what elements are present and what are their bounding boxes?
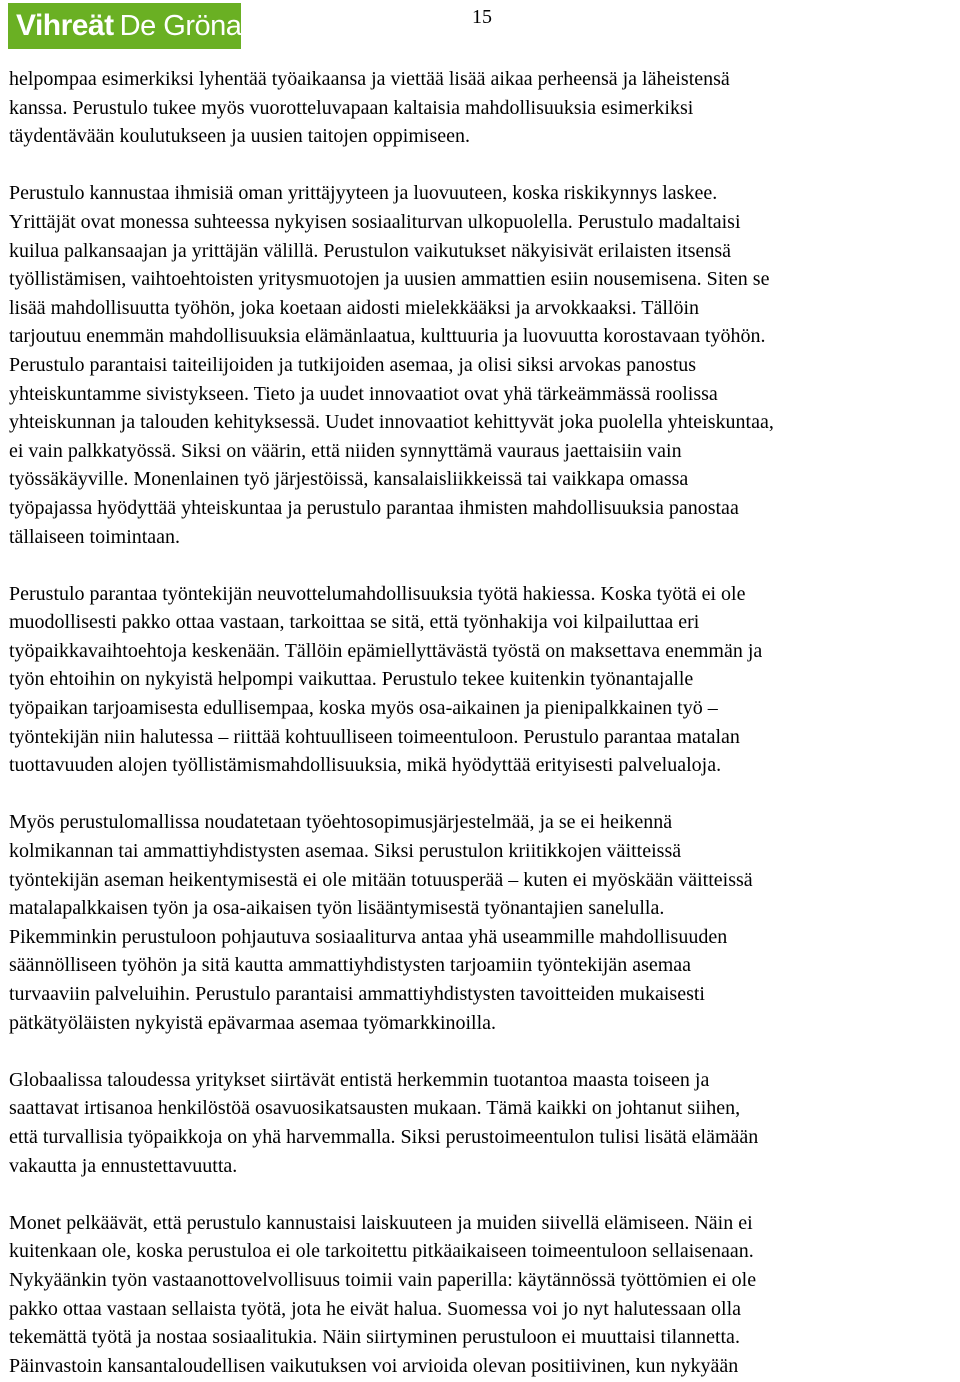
text-line: että turvallisia työpaikkoja on yhä harvemmalla. Siksi perustoimeentulon tulisi lisätä elämään	[9, 1125, 759, 1148]
text-line: Myös perustulomallissa noudatetaan työehtosopimusjärjestelmää, ja se ei heikennä	[9, 811, 673, 834]
text-line: Perustulo parantaa työntekijän neuvottelumahdollisuuksia työtä hakiessa. Koska työtä ei ole	[9, 582, 746, 605]
text-line: turvaaviin palveluihin. Perustulo parantaisi ammattiyhdistysten tavoitteiden mukaisesti	[9, 983, 705, 1005]
text-line: Globaalissa taloudessa yritykset siirtävät entistä herkemmin tuotantoa maasta toiseen ja	[9, 1068, 710, 1091]
text-line: muodollisesti pakko ottaa vastaan, tarkoittaa se sitä, että työnhakija voi kilpailuttaa eri	[9, 611, 700, 634]
text-line: tuottavuuden alojen työllistämismahdollisuuksia, mikä hyödyttää erityisesti palvelualoja.	[9, 754, 722, 777]
document-body	[9, 65, 957, 1380]
text-line: ei vain palkkatyössä. Siksi on väärin, että niiden synnyttämä vauraus jaettaisiin vain	[9, 439, 682, 462]
text-line: Päinvastoin kansantaloudellisen vaikutuksen voi arvioida olevan positiivinen, kun nykyään	[9, 1354, 739, 1377]
paragraph-3	[9, 580, 957, 780]
text-line: Perustulo parantaisi taiteilijoiden ja tutkijoiden asemaa, ja olisi siksi arvokas panostus	[9, 353, 697, 376]
text-line: työntekijän aseman heikentymisestä ei ole mitään totuusperää – kuten ei myöskään väitteissä	[9, 868, 753, 891]
text-line: työn ehtoihin on nykyistä helpompi vaikuttaa. Perustulo tekee kuitenkin työnantajalle	[9, 668, 694, 691]
paragraph-6	[9, 1209, 957, 1381]
text-line: Pikemminkin perustuloon pohjautuva sosiaaliturva antaa yhä useammille mahdollisuuden	[9, 925, 728, 948]
text-line: työllistämisen, vaihtoehtoisten yritysmuotojen ja uusien ammattien esiin nousemisena. Siten se	[9, 268, 770, 291]
text-line: kuilua palkansaajan ja yrittäjän välillä. Perustulon vaikutukset näkyisivät erilaisten itsensä	[9, 239, 732, 262]
text-line: vakautta ja ennustettavuutta.	[9, 1154, 238, 1177]
text-line: tekemättä työtä ja nostaa sosiaalitukia. Näin siirtyminen perustuloon ei muuttaisi tilannetta.	[9, 1326, 740, 1349]
logo-text-vihreat: Vihreät	[16, 9, 114, 42]
text-line: työntekijän niin halutessa – riittää kohtuulliseen toimeentuloon. Perustulo parantaa matalan	[9, 725, 740, 748]
text-line: työpaikkavaihtoehtoja keskenään. Tällöin epämiellyttävästä työstä on maksettava enemmän ja	[9, 639, 763, 662]
text-line: helpompaa esimerkiksi lyhentää työaikaansa ja viettää lisää aikaa perheensä ja läheistensä	[9, 68, 730, 90]
page-number: 15	[472, 6, 492, 28]
text-line: kuitenkaan ole, koska perustuloa ei ole tarkoitettu pitkäaikaiseen toimeentuloon sellaisenaan.	[9, 1240, 754, 1263]
text-line: tarjoutuu enemmän mahdollisuuksia elämänlaatua, kulttuuria ja luovuutta korostavaan työhön.	[9, 325, 766, 348]
text-line: Yrittäjät ovat monessa suhteessa nykyisen sosiaaliturvan ulkopuolella. Perustulo madaltaisi	[9, 210, 741, 233]
text-line: kanssa. Perustulo tukee myös vuorotteluvapaan kaltaisia mahdollisuuksia esimerkiksi	[9, 96, 694, 119]
text-line: Nykyäänkin työn vastaanottovelvollisuus toimii vain paperilla: käytännössä työttömien ei ole	[9, 1268, 757, 1291]
vihreat-logo	[8, 3, 241, 49]
text-line: täydentävään koulutukseen ja uusien taitojen oppimiseen.	[9, 125, 470, 148]
text-line: tällaiseen toimintaan.	[9, 525, 181, 548]
text-line: kolmikannan tai ammattiyhdistysten asemaa. Siksi perustulon kriitikkojen väitteissä	[9, 840, 682, 863]
text-line: työpajassa hyödyttää yhteiskuntaa ja perustulo parantaa ihmisten mahdollisuuksia panostaa	[9, 496, 739, 519]
paragraph-1	[9, 65, 957, 151]
text-line: pakko ottaa vastaan sellaista työtä, jota he eivät halua. Suomessa voi jo nyt halutessaan olla	[9, 1297, 742, 1320]
text-line: yhteiskunnan ja talouden kehityksessä. Uudet innovaatiot kehittyvät joka puolella yhteiskuntaa,	[9, 411, 774, 434]
paragraph-4	[9, 808, 957, 1037]
text-line: pätkätyöläisten nykyistä epävarmaa asemaa työmarkkinoilla.	[9, 1011, 497, 1034]
text-line: matalapalkkaisen työn ja osa-aikaisen työn lisääntymisestä työnantajien sanelulla.	[9, 897, 665, 920]
text-line: työpaikan tarjoamisesta edullisempaa, koska myös osa-aikainen ja pienipalkkainen työ –	[9, 697, 718, 720]
text-line: lisää mahdollisuutta työhön, joka koetaan aidosti mielekkääksi ja arvokkaaksi. Tällöin	[9, 296, 700, 319]
text-line: yhteiskuntamme sivistykseen. Tieto ja uudet innovaatiot ovat yhä tärkeämmässä roolissa	[9, 382, 718, 405]
logo-text-de-grona: De Gröna	[119, 9, 242, 42]
text-line: säännölliseen työhön ja sitä kautta ammattiyhdistysten tarjoamiin työntekijän asemaa	[9, 954, 692, 977]
paragraph-2	[9, 179, 957, 551]
text-line: Monet pelkäävät, että perustulo kannustaisi laiskuuteen ja muiden siivellä elämiseen. Näin ei	[9, 1211, 753, 1234]
text-line: Perustulo kannustaa ihmisiä oman yrittäjyyteen ja luovuuteen, koska riskikynnys laskee.	[9, 182, 718, 205]
text-line: työssäkäyville. Monenlainen työ järjestöissä, kansalaisliikkeissä tai vaikkapa omassa	[9, 468, 689, 491]
text-line: saattavat irtisanoa henkilöstöä osavuosikatsausten mukaan. Tämä kaikki on johtanut siihen,	[9, 1097, 741, 1120]
paragraph-5	[9, 1066, 957, 1180]
